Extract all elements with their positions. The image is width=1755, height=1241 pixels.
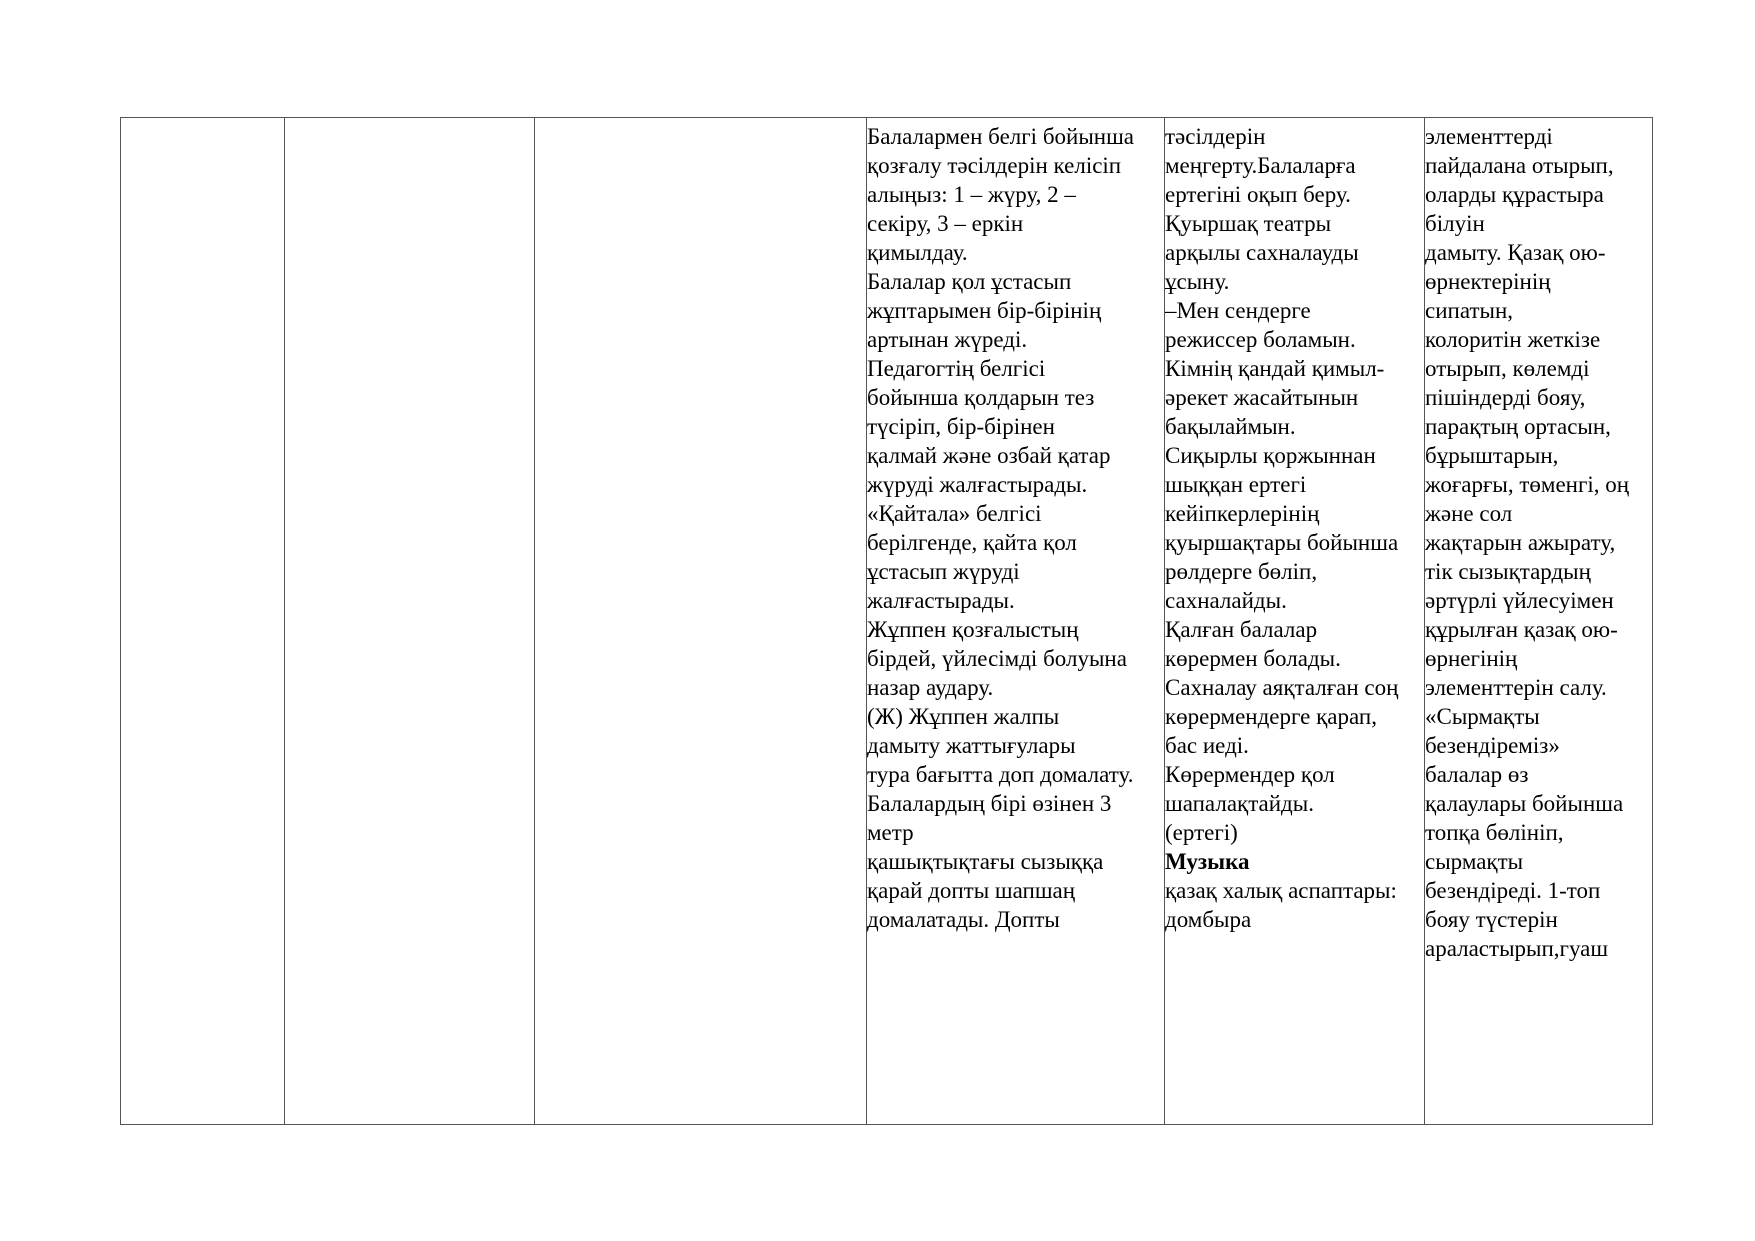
cell-text-line: режиссер боламын. (1165, 327, 1356, 352)
cell-text-line: қуыршақтары бойынша (1165, 530, 1399, 555)
cell-text-line: (Ж) Жұппен жалпы (867, 704, 1060, 729)
cell-text-line: өрнектерінің (1425, 269, 1551, 294)
cell-text-line: Сиқырлы қоржыннан (1165, 443, 1376, 468)
table-cell-3 (535, 118, 867, 1125)
cell-text-line: шыққан ертегі (1165, 472, 1307, 497)
cell-text-line: бұрыштарын, (1425, 443, 1559, 468)
section-heading-music: Музыка (1165, 849, 1250, 874)
cell-text-line: бақылаймын. (1165, 414, 1296, 439)
cell-text-line: отырып, көлемді (1425, 356, 1590, 381)
cell-text-line: оларды құрастыра (1425, 182, 1604, 207)
cell-text-line: жалғастырады. (867, 588, 1015, 613)
cell-text-line: сырмақты (1425, 849, 1524, 874)
cell-text-line: Балалар қол ұстасып (867, 269, 1072, 294)
cell-text-line: құрылған қазақ ою- (1425, 617, 1618, 642)
cell-text-line: ұстасып жүруді (867, 559, 1020, 584)
table-row (121, 118, 1653, 1125)
cell-text-line: «Сырмақты (1425, 704, 1540, 729)
cell-text-line: және сол (1425, 501, 1513, 526)
cell-text-line: бояу түстерін (1425, 907, 1558, 932)
lesson-plan-table (120, 117, 1653, 1125)
cell-text-line: домбыра (1165, 907, 1252, 932)
cell-text-line: колоритін жеткізе (1425, 327, 1601, 352)
cell-text-line: безендіреміз» (1425, 733, 1560, 758)
cell-text-line: рөлдерге бөліп, (1165, 559, 1318, 584)
table-cell-5 (1165, 118, 1425, 1125)
cell-text-line: көрермендерге қарап, (1165, 704, 1377, 729)
cell-text-line: топқа бөлініп, (1425, 820, 1564, 845)
table-cell-4 (867, 118, 1165, 1125)
cell-text-line: балалар өз (1425, 762, 1529, 787)
cell-text-line: метр (867, 820, 914, 845)
cell-text-line: безендіреді. 1-топ (1425, 878, 1601, 903)
table-cell-1 (121, 118, 285, 1125)
table-cell-6 (1425, 118, 1653, 1125)
cell-text-line: домалатады. Допты (867, 907, 1060, 932)
cell-text-line: «Қайтала» белгісі (867, 501, 1042, 526)
cell-text-line: ертегіні оқып беру. (1165, 182, 1351, 207)
cell-text-line: қашықтықтағы сызыққа (867, 849, 1104, 874)
cell-text-line: пішіндерді бояу, (1425, 385, 1586, 410)
cell-text-line: бас иеді. (1165, 733, 1249, 758)
cell-text-line: әрекет жасайтынын (1165, 385, 1359, 410)
cell-text-line: артынан жүреді. (867, 327, 1028, 352)
cell-text-line: дамыту. Қазақ ою- (1425, 240, 1606, 265)
cell-text-line: Балалармен белгі бойынша (867, 124, 1135, 149)
cell-text-line: жұптарымен бір-бірінің (867, 298, 1102, 323)
cell-text-line: қалаулары бойынша (1425, 791, 1624, 816)
cell-text-line: –Мен сендерге (1165, 298, 1311, 323)
cell-text-line: көрермен болады. (1165, 646, 1341, 671)
cell-text-line: дамыту жаттығулары (867, 733, 1076, 758)
cell-text-line: Кімнің қандай қимыл- (1165, 356, 1385, 381)
cell-text-line: тік сызықтардың (1425, 559, 1591, 584)
cell-text-line: түсіріп, бір-бірінен (867, 414, 1055, 439)
cell-text-line: меңгерту.Балаларға (1165, 153, 1356, 178)
cell-text-line: Педагогтің белгісі (867, 356, 1046, 381)
cell-text-line: тәсілдерін (1165, 124, 1266, 149)
cell-text-line: қазақ халық аспаптары: (1165, 878, 1397, 903)
cell-text-line: шапалақтайды. (1165, 791, 1314, 816)
cell-text-line: жақтарын ажырату, (1425, 530, 1616, 555)
cell-text-line: кейіпкерлерінің (1165, 501, 1320, 526)
cell-text-line: білуін (1425, 211, 1485, 236)
table-cell-2 (285, 118, 535, 1125)
cell-text-line: Көрермендер қол (1165, 762, 1335, 787)
cell-text-line: Сахналау аяқталған соң (1165, 675, 1399, 700)
cell-text-line: Қалған балалар (1165, 617, 1318, 642)
cell-text-line: секіру, 3 – еркін (867, 211, 1024, 236)
cell-text-line: Жұппен қозғалыстың (867, 617, 1079, 642)
cell-text-line: Балалардың бірі өзінен 3 (867, 791, 1112, 816)
cell-text-line: жоғарғы, төменгі, оң (1425, 472, 1630, 497)
cell-text-line: қимылдау. (867, 240, 968, 265)
cell-text-line: әртүрлі үйлесуімен (1425, 588, 1614, 613)
cell-text-line: араластырып,гуаш (1425, 936, 1609, 961)
cell-text-line: Қуыршақ театры (1165, 211, 1332, 236)
cell-text-line: бірдей, үйлесімді болуына (867, 646, 1127, 671)
cell-text-line: тура бағытта доп домалату. (867, 762, 1134, 787)
cell-text-line: қозғалу тәсілдерін келісіп (867, 153, 1122, 178)
cell-text-line: жүруді жалғастырады. (867, 472, 1088, 497)
cell-text-line: сахналайды. (1165, 588, 1287, 613)
cell-text-line: алыңыз: 1 – жүру, 2 – (867, 182, 1076, 207)
cell-text-line: назар аудару. (867, 675, 994, 700)
cell-text-line: бойынша қолдарын тез (867, 385, 1095, 410)
cell-text-line: арқылы сахналауды (1165, 240, 1359, 265)
cell-text-line: қарай допты шапшаң (867, 878, 1076, 903)
cell-text-line: пайдалана отырып, (1425, 153, 1614, 178)
cell-text-line: (ертегі) (1165, 820, 1238, 845)
cell-text-line: сипатын, (1425, 298, 1514, 323)
cell-text-line: элементтерін салу. (1425, 675, 1607, 700)
cell-text-line: парақтың ортасын, (1425, 414, 1611, 439)
cell-text-line: қалмай және озбай қатар (867, 443, 1111, 468)
cell-text-line: өрнегінің (1425, 646, 1518, 671)
cell-text-line: берілгенде, қайта қол (867, 530, 1077, 555)
cell-text-line: ұсыну. (1165, 269, 1230, 294)
cell-text-line: элементтерді (1425, 124, 1553, 149)
